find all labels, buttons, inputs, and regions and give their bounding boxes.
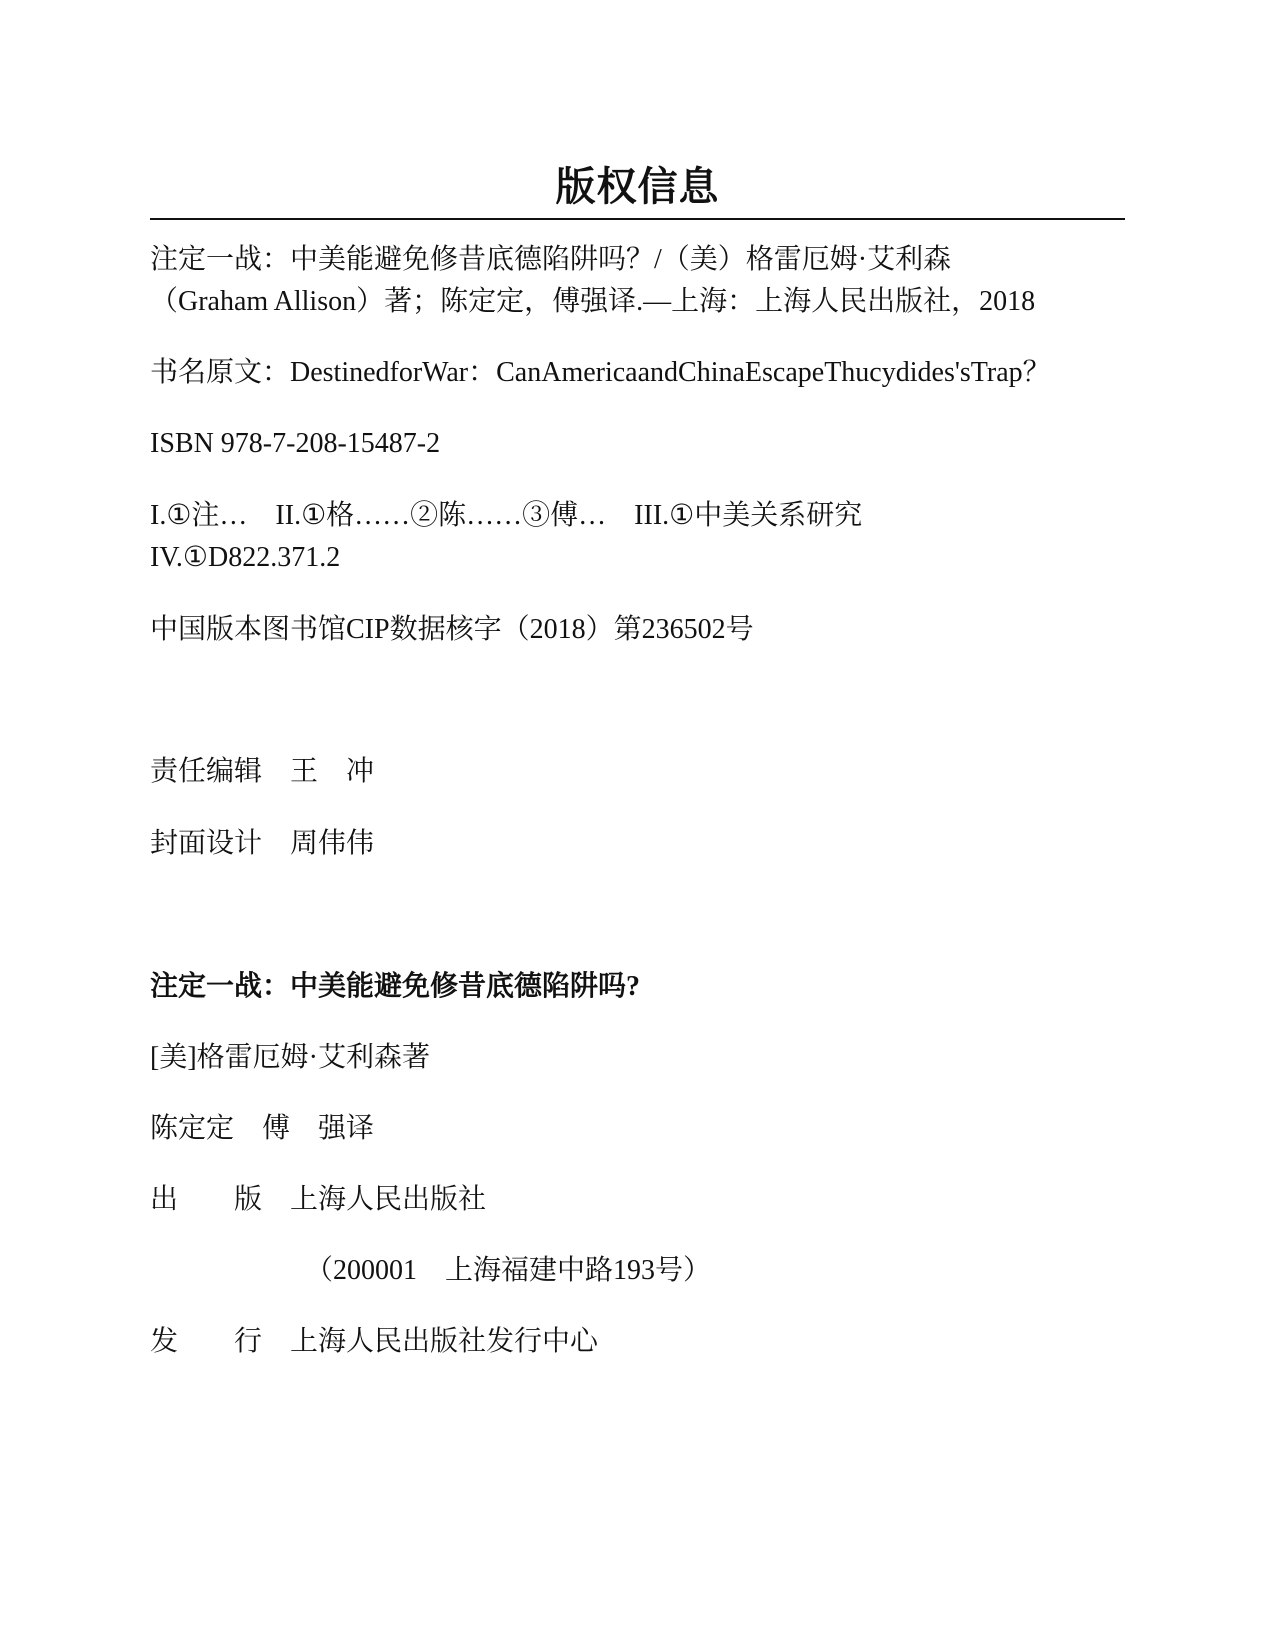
distributor: 发 行 上海人民出版社发行中心 bbox=[150, 1326, 599, 1357]
cip-citation-line-1: 注定一战：中美能避免修昔底德陷阱吗？/（美）格雷厄姆·艾利森 bbox=[150, 244, 952, 275]
page-title: 版权信息 bbox=[555, 164, 720, 209]
cip-citation-line-2: （Graham Allison）著；陈定定，傅强译.—上海：上海人民出版社，2018 bbox=[150, 286, 1036, 317]
cip-record-number: 中国版本图书馆CIP数据核字（2018）第236502号 bbox=[150, 614, 754, 645]
book-title: 注定一战：中美能避免修昔底德陷阱吗? bbox=[150, 971, 641, 1002]
responsible-editor: 责任编辑 王 冲 bbox=[150, 756, 375, 787]
publisher: 出 版 上海人民出版社 bbox=[150, 1184, 487, 1215]
book-translators: 陈定定 傅 强译 bbox=[150, 1113, 375, 1144]
original-title: 书名原文：DestinedforWar：CanAmericaandChinaEscapeThucydides'sTrap？ bbox=[150, 357, 1051, 388]
isbn: ISBN 978-7-208-15487-2 bbox=[150, 428, 441, 459]
publisher-address: （200001 上海福建中路193号） bbox=[305, 1255, 712, 1286]
classification-line-2: IV.①D822.371.2 bbox=[150, 542, 341, 573]
cover-designer: 封面设计 周伟伟 bbox=[150, 828, 375, 859]
classification-line-1: I.①注… II.①格……②陈……③傅… III.①中美关系研究 bbox=[150, 500, 863, 531]
title-block bbox=[150, 160, 1125, 220]
book-author: [美]格雷厄姆·艾利森著 bbox=[150, 1042, 430, 1073]
